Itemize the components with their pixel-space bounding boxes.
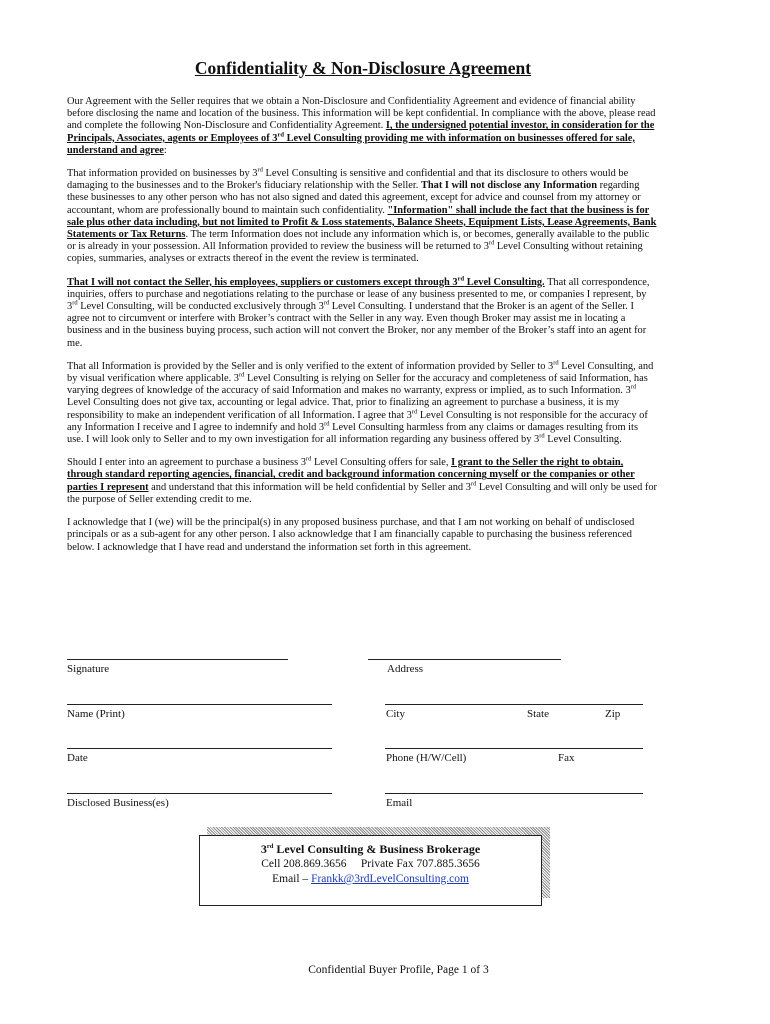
- ordinal-suffix: rd: [470, 480, 477, 488]
- non-disclosure-clause: That I will not disclose any Information: [420, 180, 598, 192]
- zip-label: Zip: [605, 708, 621, 720]
- signature-line[interactable]: [67, 659, 288, 660]
- information-paragraph: [67, 168, 657, 266]
- company-email: [200, 872, 541, 887]
- ordinal-suffix: rd: [257, 166, 263, 174]
- ordinal-suffix: rd: [553, 359, 559, 367]
- document-title: Confidentiality & Non-Disclosure Agreement: [194, 58, 532, 78]
- name-print-label: Name (Print): [67, 708, 125, 720]
- information-definition: "Information" shall include the fact that the business is for sale plus other data including, but not limited to Profit & Loss statements, Balance Sheets, Equipment Lists, Lease Agreements, Bank Statements or Tax Returns: [67, 204, 657, 241]
- contact-text-3: Level Consulting. I understand that the Broker is an agent of the Seller. I agree not to circumvent or interfere with Broker’s contract with the Seller in any way. Even though Broker may assist me in locating a business and in the business buying process, such action will not convert the Broker, nor any member of the Broker’s staff into an agent for me.: [67, 301, 647, 349]
- info-text-1: That information provided on businesses by 3: [67, 168, 258, 180]
- email-line[interactable]: [385, 793, 643, 794]
- verify-text-7: Level Consulting.: [544, 434, 622, 446]
- intro-text: Our Agreement with the Seller requires that we obtain a Non-Disclosure and Confidentiality Agreement and evidence of financial ability before disclosing the name and location of the business. This information will be kept confidential. In compliance with the above, please read and complete the following Non-Disclosure and Confidentiality Agreement.: [67, 96, 656, 132]
- acknowledgement-paragraph: I acknowledge that I (we) will be the principal(s) in any proposed business purchase, and that I am not working on behalf of undisclosed principals or as a sub-agent for any other person. I also acknowledge that I am financially capable to purchasing the business referenced below. I acknowledge that I have read and understand the information set forth in this agreement.: [67, 517, 635, 553]
- contact-text-2: Level Consulting, will be conducted exclusively through 3: [77, 301, 324, 313]
- ordinal-suffix: rd: [457, 275, 465, 283]
- phone-label: Phone (H/W/Cell): [386, 752, 467, 764]
- info-text-3: regarding these businesses to any other person who has not also signed and dated this agreement, except for advice and counsel from my attorney or accountant, whom are professionally bound to maintain such confidentiality.: [67, 180, 641, 216]
- no-contact-paragraph: [67, 277, 657, 350]
- date-line[interactable]: [67, 748, 332, 749]
- verify-text-2: Level Consulting, and by visual verification where applicable. 3: [67, 360, 654, 385]
- verify-text-6: Level Consulting harmless from any claims or damages resulting from its use. I will look only to Seller and to my own investigation for all information regarding any business offered by 3: [67, 421, 638, 446]
- ordinal-suffix: rd: [305, 455, 312, 463]
- city-state-zip-line[interactable]: [385, 704, 643, 705]
- no-contact-part2: Level Consulting.: [464, 276, 545, 288]
- agreement-body: [67, 96, 657, 565]
- page-footer: Confidential Buyer Profile, Page 1 of 3: [308, 964, 489, 976]
- verification-paragraph: [67, 361, 657, 446]
- signature-label: Signature: [67, 663, 110, 675]
- phone-fax-line[interactable]: [385, 748, 643, 749]
- credit-text-2: Level Consulting offers for sale,: [311, 457, 452, 469]
- no-contact-clause: [67, 277, 545, 288]
- ordinal-suffix: rd: [277, 131, 284, 139]
- info-text-4: . The term Information does not include any information which is, or becomes, generally available to the public or is already in your possession. All Information provided to review the business will be returned to 3: [67, 229, 650, 253]
- company-name: [200, 842, 541, 857]
- contact-box: [199, 835, 542, 906]
- info-text-2: Level Consulting is sensitive and confidential and that its disclosure to others would be damaging to the businesses and to the Broker's fiduciary relationship with the Seller.: [67, 168, 629, 192]
- name-print-line[interactable]: [67, 704, 332, 705]
- agreement-clause-part1: I, the undersigned potential investor, in consideration for the Principals, Associates, agents or Employees of 3: [67, 120, 655, 144]
- company-phones: Cell 208.869.3656 Private Fax 707.885.3656: [261, 858, 480, 870]
- ordinal-suffix: rd: [488, 239, 495, 247]
- credit-text-3: and understand that this information will be held confidential by Seller and 3: [148, 481, 471, 493]
- agreement-clause-part2: Level Consulting providing me with information on businesses offered for sale, understand and agree: [67, 132, 635, 156]
- ordinal-suffix: rd: [539, 432, 545, 440]
- verify-text-4: Level Consulting does not give tax, accounting or legal advice. That, prior to finalizing an agreement to purchase a business, it is my responsibility to make an independent verification of all Information. I agree that 3: [67, 397, 620, 421]
- address-label: Address: [387, 663, 424, 675]
- intro-paragraph: [67, 96, 657, 157]
- company-ordinal: 3: [260, 842, 267, 856]
- fax-label: Fax: [558, 752, 575, 764]
- credit-grant-clause: I grant to the Seller the right to obtain, through standard reporting agencies, financial, credit and background information concerning myself or the companies or other parties I represent: [67, 457, 635, 493]
- email-label: Email: [386, 797, 413, 809]
- disclosed-business-line[interactable]: [67, 793, 332, 794]
- credit-paragraph: [67, 457, 657, 506]
- ordinal-suffix: rd: [266, 843, 274, 850]
- verify-text-3: Level Consulting is relying on Seller for the accuracy and completeness of said Information, has varying degrees of knowledge of the accuracy of said Information and makes no warranty, express or implied, as to such Information. 3: [67, 373, 648, 397]
- ordinal-suffix: rd: [238, 371, 245, 379]
- contact-text-1: That all correspondence, inquiries, offers to purchase and negotiations relating to the purchase or lease of any business presented to me, or companies I represent, by 3: [67, 276, 650, 313]
- verify-text-1: That all Information is provided by the Seller and is only verified to the extent of information provided by Seller to 3: [67, 360, 554, 372]
- state-label: State: [527, 708, 549, 720]
- address-line[interactable]: [368, 659, 561, 660]
- date-label: Date: [67, 752, 88, 764]
- credit-text-4: Level Consulting and will only be used for the purpose of Seller extending credit to me.: [67, 481, 657, 505]
- ordinal-suffix: rd: [72, 299, 78, 307]
- city-label: City: [386, 708, 405, 720]
- ordinal-suffix: rd: [630, 383, 637, 391]
- disclosed-business-label: Disclosed Business(es): [67, 797, 169, 809]
- ordinal-suffix: rd: [323, 299, 330, 307]
- credit-text-1: Should I enter into an agreement to purchase a business 3: [67, 457, 306, 469]
- intro-colon: :: [163, 144, 167, 156]
- email-link[interactable]: Frankk@3rdLevelConsulting.com: [311, 873, 469, 885]
- no-contact-part1: That I will not contact the Seller, his employees, suppliers or customers except through 3: [67, 276, 458, 288]
- ordinal-suffix: rd: [411, 408, 418, 416]
- verify-text-5: Level Consulting is not responsible for the accuracy of any Information I receive and I agree to indemnify and hold 3: [67, 409, 648, 433]
- ordinal-suffix: rd: [324, 420, 330, 428]
- email-prefix: Email –: [272, 873, 312, 885]
- company-name-text: Level Consulting & Business Brokerage: [273, 842, 481, 856]
- info-text-5: Level Consulting without retaining copies, summaries, analyses or extracts thereof in the event the review is terminated.: [67, 241, 643, 265]
